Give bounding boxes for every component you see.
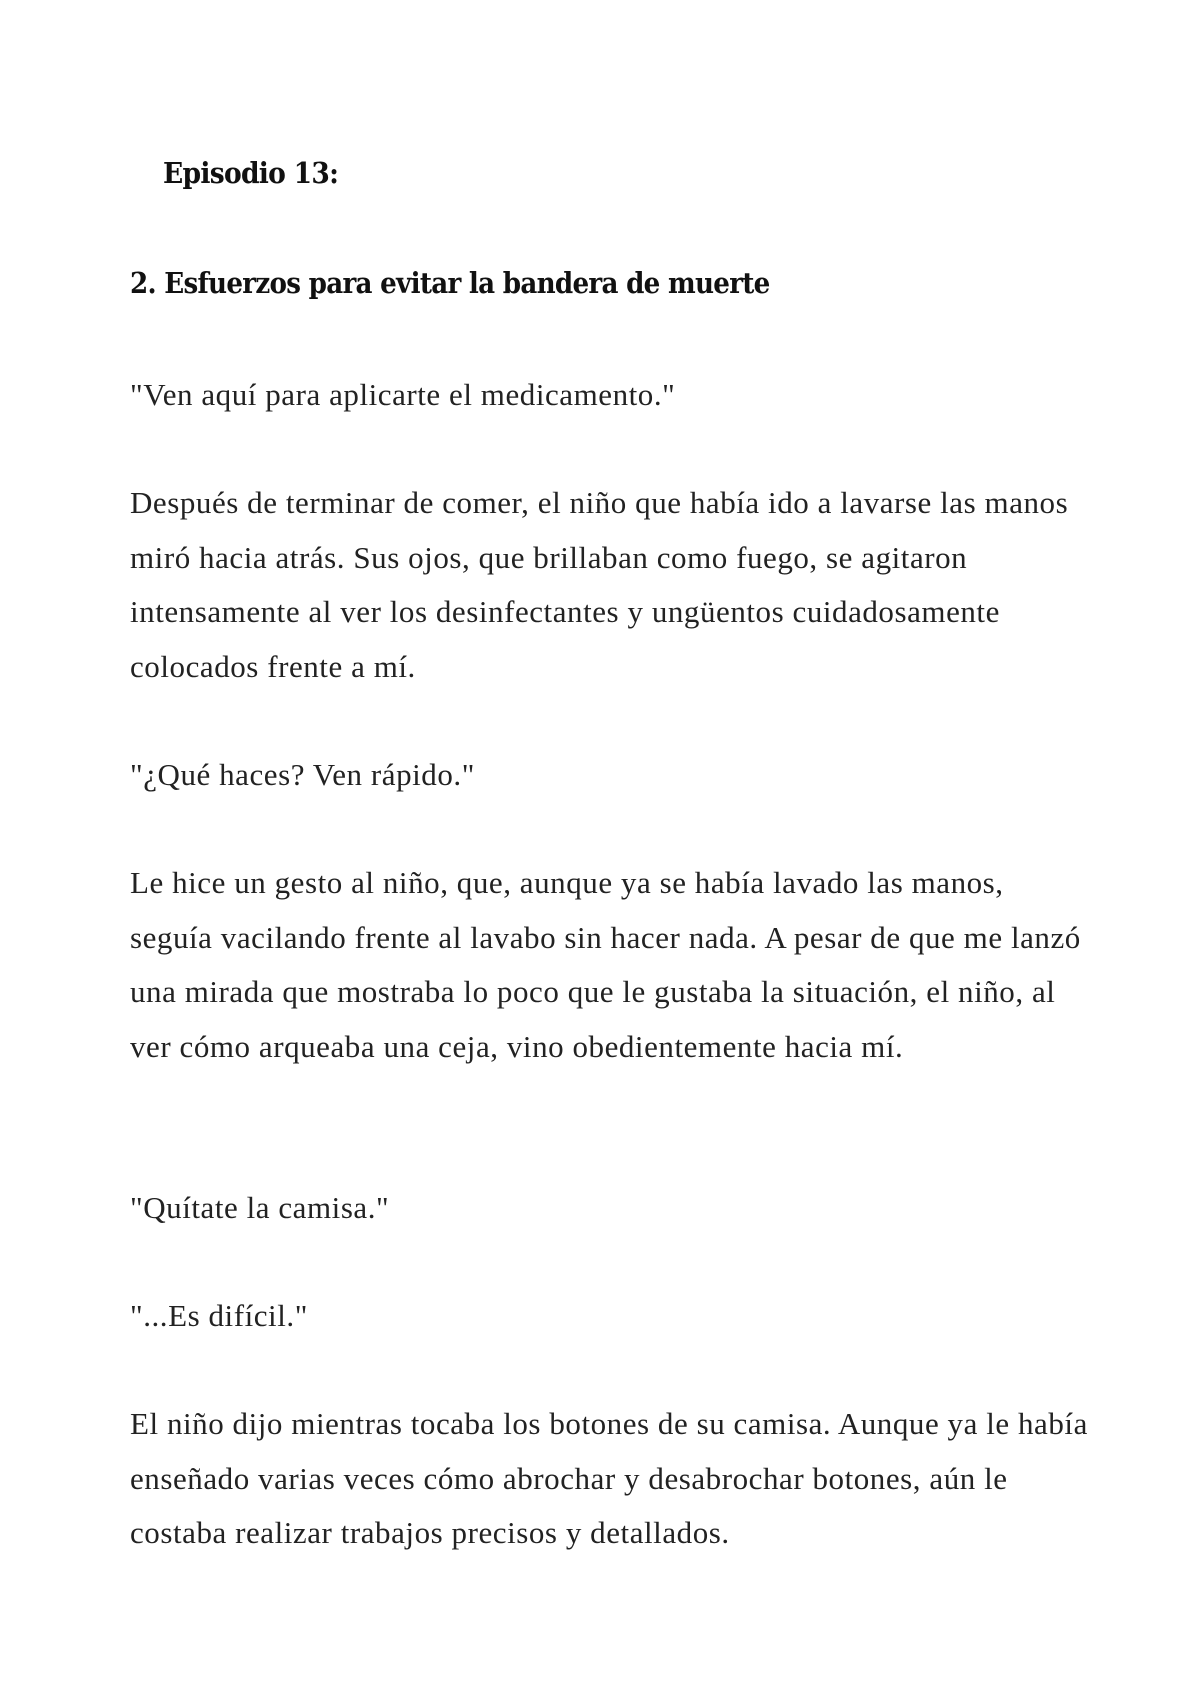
paragraph-dialogue-medicine: "Ven aquí para aplicarte el medicamento." [130,377,676,412]
paragraph-narration-buttons: El niño dijo mientras tocaba los botones de su camisa. Aunque ya le había enseñado varias veces cómo abrochar y desabrochar botones, aún le costaba realizar trabajos precisos y detallados. [130,1406,1088,1550]
paragraph-dialogue-shirt: "Quítate la camisa." [130,1190,390,1225]
paragraph-narration-eyes: Después de terminar de comer, el niño que había ido a lavarse las manos miró hacia atrás. Sus ojos, que brillaban como fuego, se agitaron intensamente al ver los desinfectantes y ungüentos cuidadosamente colocados frente a mí. [130,485,1069,684]
chapter-title: 2. Esfuerzos para evitar la bandera de muerte [130,266,770,300]
paragraph-narration-gesture: Le hice un gesto al niño, que, aunque ya se había lavado las manos, seguía vacilando frente al lavabo sin hacer nada. A pesar de que me lanzó una mirada que mostraba lo poco que le gustaba la situación, el niño, al ver cómo arqueaba una ceja, vino obedientemente hacia mí. [130,865,1081,1064]
paragraph-dialogue-hurry: "¿Qué haces? Ven rápido." [130,757,475,792]
episode-title: Episodio 13: [163,156,339,190]
paragraph-dialogue-difficult: "...Es difícil." [130,1298,308,1333]
